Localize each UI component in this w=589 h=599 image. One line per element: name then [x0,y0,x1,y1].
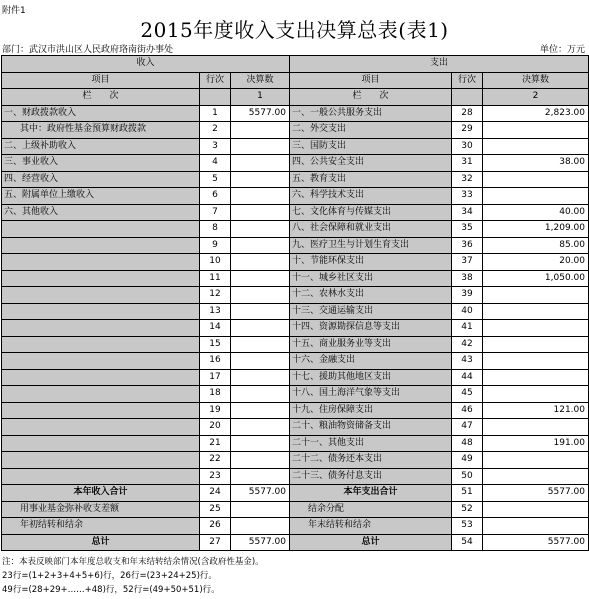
expense-rowno-cell: 36 [452,237,483,254]
income-rowno-cell: 19 [200,402,231,419]
income-rowno-cell: 18 [200,386,231,403]
table-row [2,237,589,254]
expense-rowno-cell: 41 [452,320,483,337]
table-row [2,320,589,337]
expense-rowno-cell: 40 [452,303,483,320]
expense-total-amount: 5577.00 [483,485,589,502]
expense-rowno-cell: 49 [452,452,483,469]
income-total-rowno: 27 [200,534,231,551]
expense-rowno-cell: 39 [452,287,483,304]
income-amount-cell [231,369,290,386]
income-rowno-cell: 13 [200,303,231,320]
table-row [2,270,589,287]
income-rowno-cell: 23 [200,468,231,485]
expense-amount-cell [483,336,589,353]
expense-item-cell: 三、国防支出 [290,138,452,155]
table-row [2,138,589,155]
income-amount-cell [231,419,290,436]
expense-total-label: 结余分配 [290,501,452,518]
expense-amount-cell [483,419,589,436]
income-item-cell [2,287,200,304]
note-line: 23行=(1+2+3+4+5+6)行，26行=(23+24+25)行。 [2,571,217,581]
expense-item-cell: 四、公共安全支出 [290,155,452,172]
table-row [2,452,589,469]
total-row [2,501,589,518]
income-item-cell [2,386,200,403]
income-item-cell [2,435,200,452]
expense-total-rowno: 52 [452,501,483,518]
expense-rowno-cell: 43 [452,353,483,370]
expense-item-cell: 十六、金融支出 [290,353,452,370]
income-amount-cell [231,353,290,370]
income-total-rowno: 24 [200,485,231,502]
expense-rowno-cell: 30 [452,138,483,155]
income-total-amount: 5577.00 [231,534,290,551]
expense-rowno-cell: 37 [452,254,483,271]
note-line: 注：本表反映部门本年度总收支和年末结转结余情况(含政府性基金)。 [2,557,264,567]
expense-amount-cell: 191.00 [483,435,589,452]
expense-item-cell: 二十二、债务还本支出 [290,452,452,469]
income-item-cell: 六、其他收入 [2,204,200,221]
expense-amount-cell: 2,823.00 [483,105,589,122]
income-amount-cell [231,138,290,155]
income-column-blank [200,89,231,106]
expense-amount-cell [483,303,589,320]
expense-item-cell: 六、科学技术支出 [290,188,452,205]
expense-rowno-cell: 46 [452,402,483,419]
income-amount-cell [231,204,290,221]
income-amount-cell [231,122,290,139]
income-rowno-cell: 3 [200,138,231,155]
expense-item-cell: 二十、粮油物资储备支出 [290,419,452,436]
income-total-label: 总计 [2,534,200,551]
page-title: 2015年度收入支出决算总表(表1) [140,18,449,42]
expense-amount-cell [483,386,589,403]
income-item-cell [2,336,200,353]
income-item-cell: 二、上级补助收入 [2,138,200,155]
expense-amount-cell: 85.00 [483,237,589,254]
income-rowno-cell: 8 [200,221,231,238]
unit-label: 单位：万元 [539,45,585,55]
expense-column-blank [452,89,483,106]
income-total-amount [231,518,290,535]
income-amount-header: 决算数 [231,72,290,89]
expense-column-label: 栏 次 [290,89,452,106]
expense-item-cell: 二十一、其他支出 [290,435,452,452]
income-item-cell [2,303,200,320]
income-rowno-cell: 5 [200,171,231,188]
expense-rowno-cell: 47 [452,419,483,436]
budget-table [1,55,589,551]
expense-amount-cell: 121.00 [483,402,589,419]
expense-amount-header: 决算数 [483,72,589,89]
income-rowno-cell: 6 [200,188,231,205]
expense-item-cell: 十九、住房保障支出 [290,402,452,419]
expense-total-amount [483,518,589,535]
expense-amount-cell: 40.00 [483,204,589,221]
expense-amount-cell [483,452,589,469]
income-rowno-cell: 20 [200,419,231,436]
expense-amount-cell [483,188,589,205]
income-amount-cell [231,155,290,172]
expense-total-rowno: 53 [452,518,483,535]
table-row [2,254,589,271]
expense-rowno-cell: 38 [452,270,483,287]
expense-amount-cell: 1,209.00 [483,221,589,238]
income-column-number: 1 [231,89,290,106]
income-amount-cell [231,468,290,485]
department-label: 部门：武汉市洪山区人民政府珞南街办事处 [2,45,174,55]
income-rowno-cell: 11 [200,270,231,287]
expense-item-cell: 七、文化体育与传媒支出 [290,204,452,221]
table-row [2,122,589,139]
income-item-cell: 三、事业收入 [2,155,200,172]
expense-rowno-cell: 50 [452,468,483,485]
expense-item-cell: 十四、资源勘探信息等支出 [290,320,452,337]
table-row [2,105,589,122]
income-total-amount [231,501,290,518]
expense-rowno-cell: 48 [452,435,483,452]
table-row [2,287,589,304]
income-amount-cell [231,237,290,254]
expense-total-label: 本年支出合计 [290,485,452,502]
income-item-cell: 五、附属单位上缴收入 [2,188,200,205]
expense-amount-cell [483,287,589,304]
expense-rowno-cell: 31 [452,155,483,172]
expense-item-cell: 五、教育支出 [290,171,452,188]
income-rowno-cell: 9 [200,237,231,254]
table-row [2,221,589,238]
expense-amount-cell [483,369,589,386]
expense-rowno-cell: 44 [452,369,483,386]
expense-amount-cell [483,122,589,139]
table-row [2,435,589,452]
expense-item-cell: 十八、国土海洋气象等支出 [290,386,452,403]
expense-amount-cell: 38.00 [483,155,589,172]
table-row [2,336,589,353]
income-item-cell [2,237,200,254]
income-rowno-cell: 12 [200,287,231,304]
income-rowno-cell: 17 [200,369,231,386]
expense-rowno-header: 行次 [452,72,483,89]
income-item-cell [2,270,200,287]
income-amount-cell [231,452,290,469]
expense-item-cell: 一、一般公共服务支出 [290,105,452,122]
income-amount-cell: 5577.00 [231,105,290,122]
income-total-label: 本年收入合计 [2,485,200,502]
attachment-label: 附件1 [2,6,26,16]
income-item-cell: 一、财政拨款收入 [2,105,200,122]
expense-amount-cell: 20.00 [483,254,589,271]
expense-item-cell: 十二、农林水支出 [290,287,452,304]
income-rowno-cell: 21 [200,435,231,452]
expense-item-header: 项目 [290,72,452,89]
table-row [2,369,589,386]
income-total-label: 用事业基金弥补收支差额 [2,501,200,518]
income-total-rowno: 25 [200,501,231,518]
total-row [2,534,589,551]
income-rowno-cell: 2 [200,122,231,139]
expense-rowno-cell: 32 [452,171,483,188]
income-item-cell [2,221,200,238]
table-row [2,155,589,172]
income-amount-cell [231,336,290,353]
income-rowno-cell: 22 [200,452,231,469]
income-amount-cell [231,303,290,320]
table-row [2,353,589,370]
income-item-cell [2,353,200,370]
note-line: 49行=(28+29+……+48)行，52行=(49+50+51)行。 [2,585,220,595]
total-row [2,485,589,502]
expense-item-cell: 十五、商业服务业等支出 [290,336,452,353]
expense-rowno-cell: 29 [452,122,483,139]
income-rowno-cell: 15 [200,336,231,353]
income-rowno-cell: 7 [200,204,231,221]
income-column-label: 栏 次 [2,89,200,106]
expense-item-cell: 十七、援助其他地区支出 [290,369,452,386]
expense-header: 支出 [290,56,589,73]
table-row [2,188,589,205]
income-rowno-cell: 4 [200,155,231,172]
table-row [2,204,589,221]
expense-total-amount [483,501,589,518]
expense-item-cell: 十、节能环保支出 [290,254,452,271]
expense-item-cell: 二、外交支出 [290,122,452,139]
income-amount-cell [231,435,290,452]
income-item-cell: 四、经营收入 [2,171,200,188]
table-row [2,171,589,188]
income-rowno-cell: 1 [200,105,231,122]
expense-total-rowno: 54 [452,534,483,551]
income-item-cell [2,254,200,271]
expense-amount-cell [483,353,589,370]
income-item-cell [2,468,200,485]
expense-amount-cell [483,468,589,485]
expense-amount-cell [483,171,589,188]
expense-total-rowno: 51 [452,485,483,502]
notes [2,555,264,597]
expense-total-label: 总计 [290,534,452,551]
expense-column-number: 2 [483,89,589,106]
income-total-label: 年初结转和结余 [2,518,200,535]
income-item-cell [2,369,200,386]
expense-item-cell: 八、社会保障和就业支出 [290,221,452,238]
income-rowno-cell: 14 [200,320,231,337]
income-amount-cell [231,171,290,188]
income-rowno-header: 行次 [200,72,231,89]
expense-total-amount: 5577.00 [483,534,589,551]
income-amount-cell [231,270,290,287]
income-item-header: 项目 [2,72,200,89]
income-rowno-cell: 10 [200,254,231,271]
expense-rowno-cell: 35 [452,221,483,238]
income-amount-cell [231,320,290,337]
expense-total-label: 年末结转和结余 [290,518,452,535]
expense-rowno-cell: 45 [452,386,483,403]
expense-amount-cell [483,138,589,155]
expense-item-cell: 十一、城乡社区支出 [290,270,452,287]
expense-item-cell: 十三、交通运输支出 [290,303,452,320]
income-item-cell [2,452,200,469]
income-amount-cell [231,221,290,238]
income-item-cell: 其中：政府性基金预算财政拨款 [2,122,200,139]
expense-amount-cell: 1,050.00 [483,270,589,287]
income-amount-cell [231,386,290,403]
table-row [2,402,589,419]
expense-rowno-cell: 33 [452,188,483,205]
income-total-rowno: 26 [200,518,231,535]
income-amount-cell [231,402,290,419]
table-row [2,468,589,485]
income-item-cell [2,402,200,419]
income-amount-cell [231,254,290,271]
income-item-cell [2,320,200,337]
expense-amount-cell [483,320,589,337]
income-header: 收入 [2,56,290,73]
expense-item-cell: 二十三、债务付息支出 [290,468,452,485]
income-rowno-cell: 16 [200,353,231,370]
table-row [2,386,589,403]
table-row [2,419,589,436]
income-amount-cell [231,188,290,205]
expense-item-cell: 九、医疗卫生与计划生育支出 [290,237,452,254]
income-amount-cell [231,287,290,304]
income-item-cell [2,419,200,436]
total-row [2,518,589,535]
expense-rowno-cell: 28 [452,105,483,122]
expense-rowno-cell: 42 [452,336,483,353]
table-row [2,303,589,320]
expense-rowno-cell: 34 [452,204,483,221]
income-total-amount: 5577.00 [231,485,290,502]
